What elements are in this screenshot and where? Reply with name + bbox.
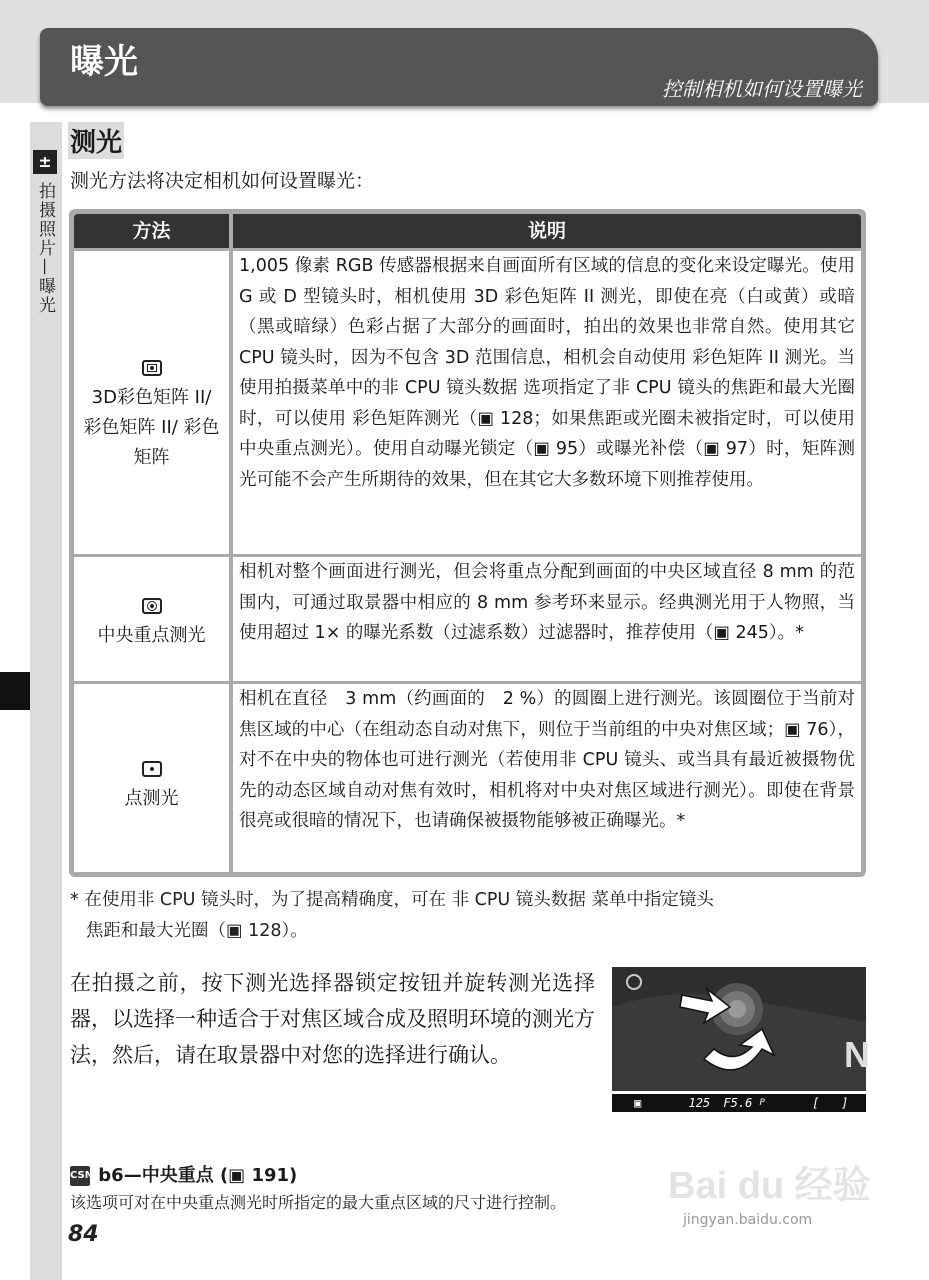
baidu-watermark	[620, 1150, 880, 1250]
desc-cell-matrix: 1,005 像素 RGB 传感器根据来自画面所有区域的信息的变化来设定曝光。使用 G 或 D 型镜头时，相机使用 3D 彩色矩阵 II 测光，即使在亮（白或黄）或暗（黑或暗绿）色彩占据了大部分的画面时，拍出的效果也非常自然。使用其它 CPU 镜头时，因为不包含 3D 范围信息，相机会自动使用 彩色矩阵 II 测光。当使用拍摄菜单中的非 CPU 镜头数据 选项指定了非 CPU 镜头的焦距和最大光圈时，可以使用 彩色矩阵测光（▣ 128；如果焦距或光圈未被指定时，可以使用中央重点测光）。使用自动曝光锁定（▣ 95）或曝光补偿（▣ 97）时，矩阵测光可能不会产生所期待的效果，但在其它大多数环境下则推荐使用。	[233, 251, 861, 554]
instruction-paragraph: 在拍摄之前，按下测光选择器锁定按钮并旋转测光选择器，以选择一种适合于对焦区域合成及照明环境的测光方法，然后，请在取景器中对您的选择进行确认。	[70, 971, 595, 1067]
brand-word-1: Bai du 经验	[668, 1165, 871, 1207]
section-title: 测光	[68, 122, 124, 159]
sidebar-label: 拍摄照片—曝光	[35, 182, 55, 315]
footnote-line-2: 焦距和最大光圈（▣ 128）。	[86, 921, 308, 941]
method-cell-spot	[74, 684, 229, 872]
footnote	[70, 885, 870, 947]
camera-illustration	[612, 967, 870, 1091]
baidu-logo	[620, 1150, 880, 1220]
exposure-comp-icon: ±	[33, 150, 57, 174]
desc-cell-spot: 相机在直径 3 mm（约画面的 2 %）的圆圈上进行测光。该圆圈位于当前对焦区域的中心（在组动态自动对焦下，则位于当前组的中央对焦区域；▣ 76），对不在中央的物体也可进行测光（若使用非 CPU 镜头、或当具有最近被摄物优先的动态区域自动对焦有效时，相机将对中央对焦区域进行测光）。即使在背景很亮或很暗的情况下，也请确保被摄物能够被正确曝光。*	[233, 684, 861, 872]
svg-text:N: N	[844, 1034, 870, 1075]
desc-cell-center: 相机对整个画面进行测光，但会将重点分配到画面的中央区域直径 8 mm 的范围内，可通过取景器中相应的 8 mm 参考环来显示。经典测光用于人物照，当使用超过 1× 的曝光系数（过滤系数）过滤器时，推荐使用（▣ 245）。*	[233, 557, 861, 681]
method-label-spot: 点测光	[124, 788, 179, 809]
csm-title: b6—中央重点 (▣ 191)	[98, 1165, 298, 1186]
footnote-line-1: * 在使用非 CPU 镜头时，为了提高精确度，可在 非 CPU 镜头数据 菜单中指定镜头	[70, 890, 714, 910]
method-cell-center	[74, 557, 229, 681]
csm-description: 该选项可对在中央重点测光时所指定的最大重点区域的尺寸进行控制。	[70, 1193, 567, 1212]
matrix-metering-icon	[142, 360, 162, 376]
page-number: 84	[68, 1222, 99, 1247]
vf-shutter: 125	[688, 1096, 711, 1110]
metering-table	[69, 209, 866, 877]
method-cell-matrix	[74, 251, 229, 554]
vf-mode: P	[759, 1098, 765, 1108]
center-weighted-icon	[142, 598, 162, 614]
header-description: 说明	[233, 214, 861, 248]
vf-bracket: [ ]	[812, 1096, 849, 1110]
vf-metering-icon: ▣	[634, 1096, 642, 1110]
chapter-header	[40, 28, 878, 106]
method-label-center: 中央重点测光	[97, 625, 206, 646]
spot-metering-icon	[142, 761, 162, 777]
method-label-matrix: 3D彩色矩阵 II/ 彩色矩阵 II/ 彩色矩阵	[83, 387, 220, 468]
chapter-title: 曝光	[70, 42, 138, 82]
vf-aperture: F5.6	[723, 1096, 753, 1110]
section-intro: 测光方法将决定相机如何设置曝光：	[70, 170, 375, 192]
chapter-tab	[0, 672, 30, 710]
chapter-subtitle: 控制相机如何设置曝光	[662, 77, 862, 101]
viewfinder-display	[612, 1094, 866, 1112]
csm-icon: CSM	[70, 1166, 90, 1186]
camera-photo	[612, 967, 870, 1091]
watermark-url: jingyan.baidu.com	[683, 1212, 813, 1228]
csm-reference	[70, 1161, 297, 1187]
header-method: 方法	[74, 214, 229, 248]
